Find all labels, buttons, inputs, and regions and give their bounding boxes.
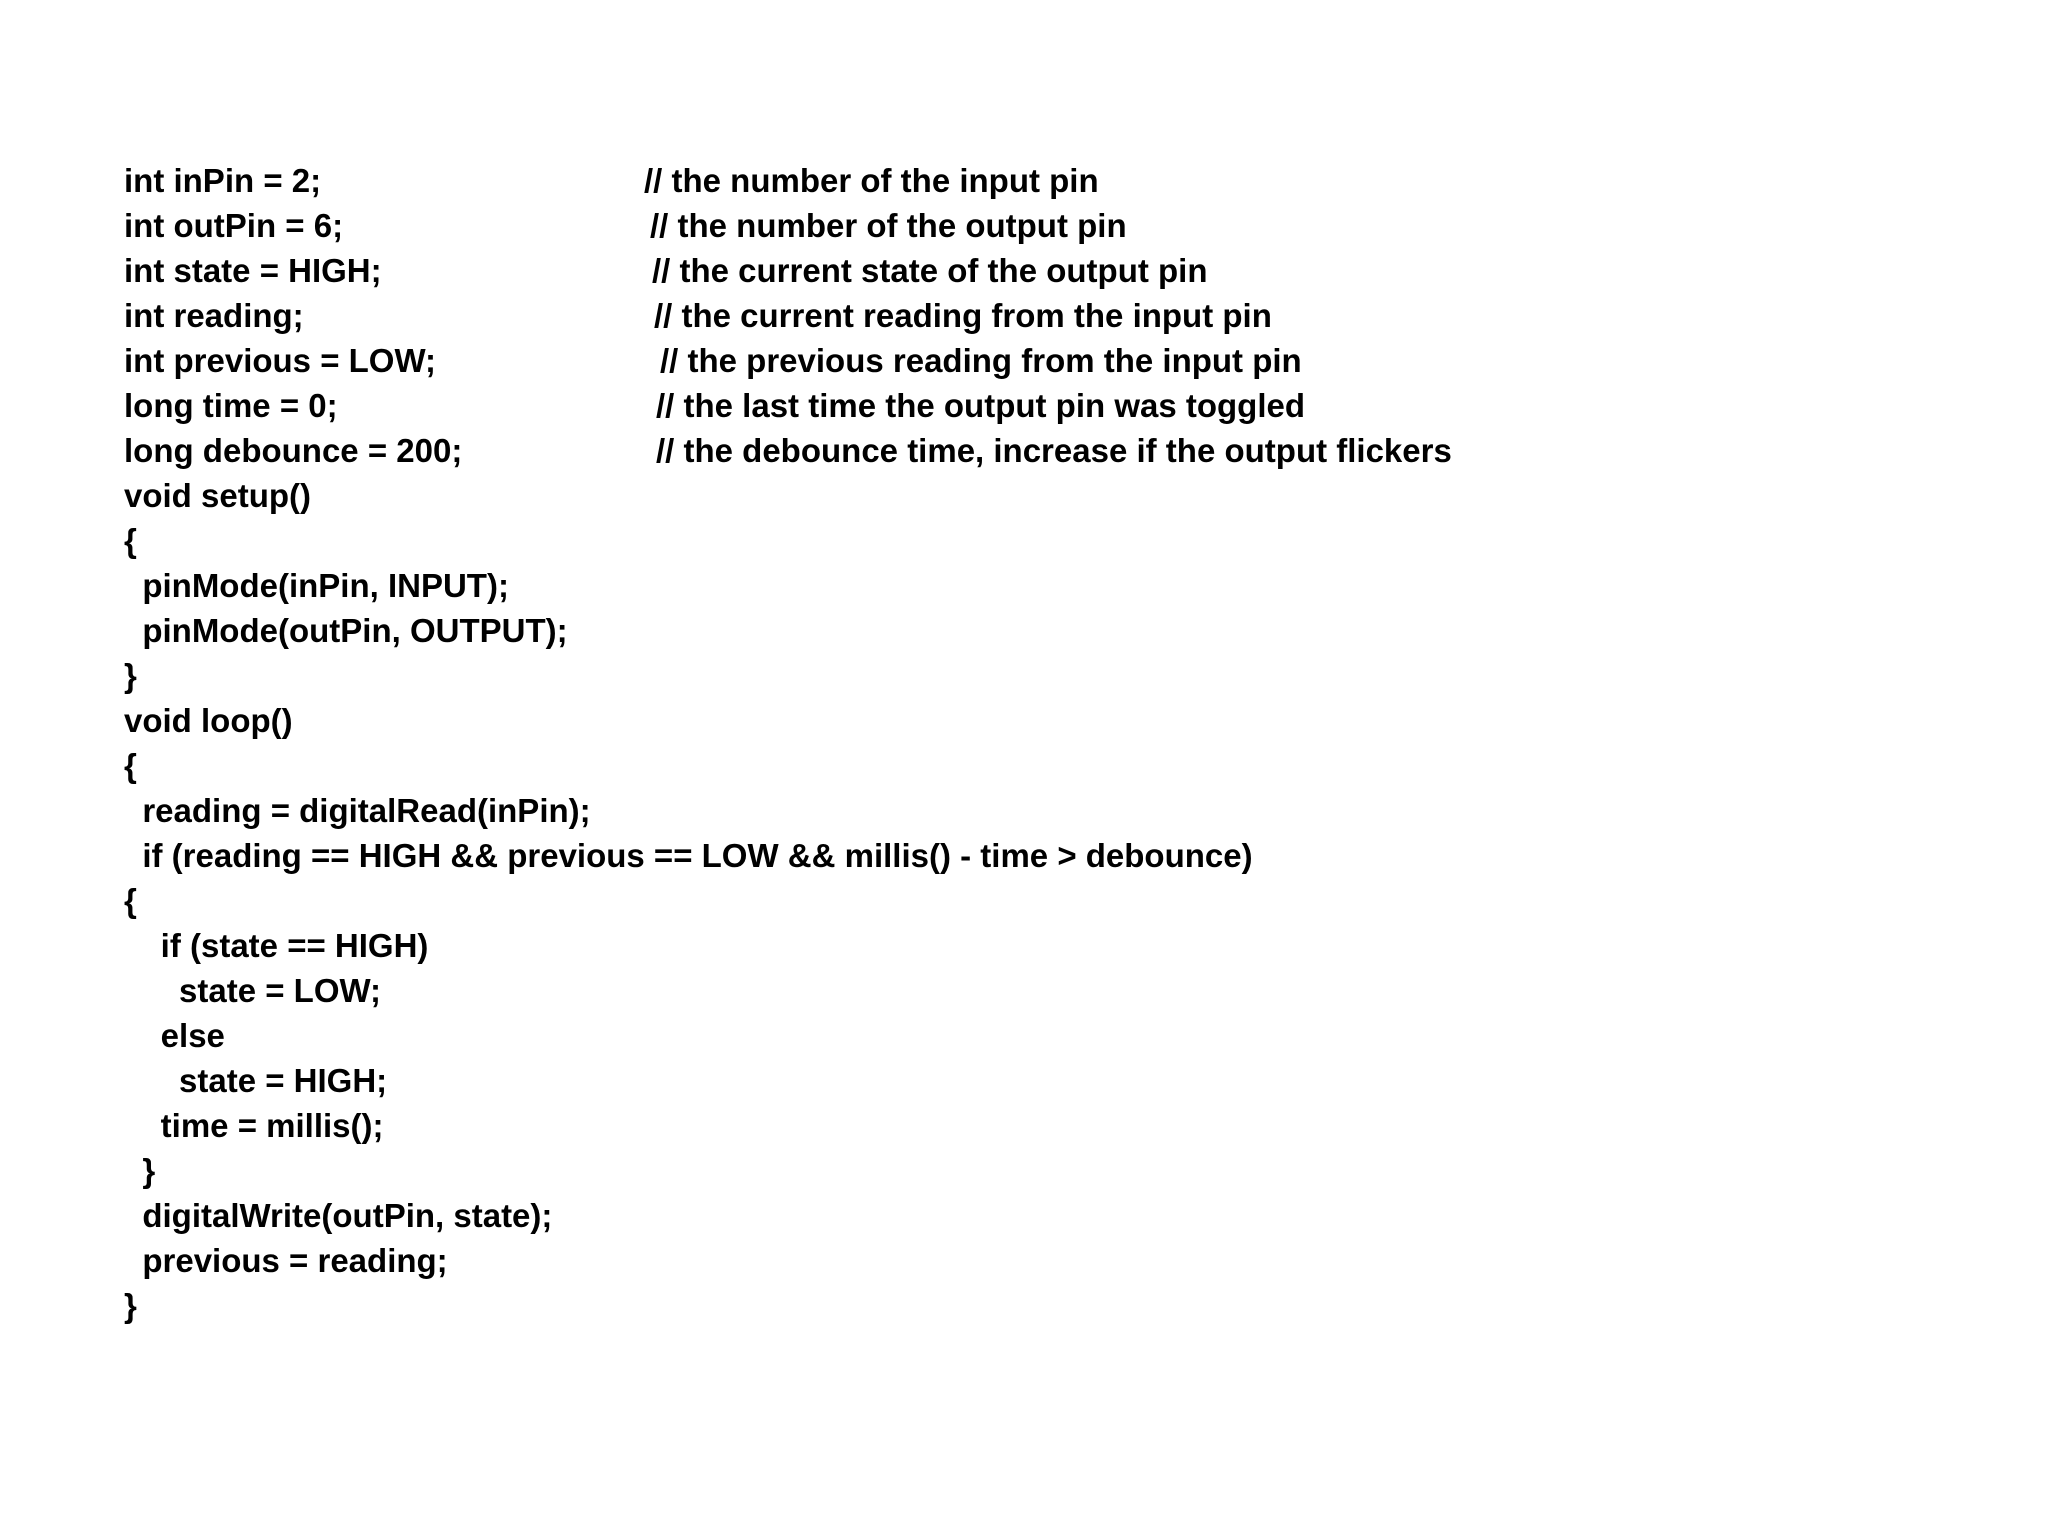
code-comment: // the number of the output pin: [650, 207, 1127, 244]
code-line: [124, 383, 1924, 428]
code-text: }: [124, 1287, 137, 1324]
code-text: state = HIGH;: [124, 1062, 388, 1099]
code-line: [124, 1058, 1924, 1103]
code-text: pinMode(inPin, INPUT);: [124, 567, 509, 604]
code-line: [124, 248, 1924, 293]
code-comment: // the last time the output pin was toggled: [656, 387, 1306, 424]
code-line: [124, 698, 1924, 743]
code-line: [124, 1013, 1924, 1058]
code-line: [124, 293, 1924, 338]
code-text: long debounce = 200;: [124, 432, 463, 469]
code-text: }: [124, 1152, 156, 1189]
code-text: previous = reading;: [124, 1242, 448, 1279]
code-text: int previous = LOW;: [124, 342, 437, 379]
code-text: int inPin = 2;: [124, 162, 322, 199]
code-line: [124, 1283, 1924, 1328]
code-text: {: [124, 522, 137, 559]
code-text: void setup(): [124, 477, 311, 514]
code-line: [124, 563, 1924, 608]
code-comment: // the current state of the output pin: [652, 252, 1208, 289]
code-comment: // the current reading from the input pin: [654, 297, 1272, 334]
code-text: digitalWrite(outPin, state);: [124, 1197, 553, 1234]
code-line: [124, 1193, 1924, 1238]
code-comment: // the previous reading from the input pin: [660, 342, 1302, 379]
code-text: if (reading == HIGH && previous == LOW && millis() - time > debounce): [124, 837, 1253, 874]
code-line: [124, 968, 1924, 1013]
code-line: [124, 743, 1924, 788]
code-text: pinMode(outPin, OUTPUT);: [124, 612, 568, 649]
code-line: [124, 1238, 1924, 1283]
code-line: [124, 833, 1924, 878]
code-line: [124, 518, 1924, 563]
code-line: [124, 653, 1924, 698]
code-text: reading = digitalRead(inPin);: [124, 792, 591, 829]
code-line: [124, 878, 1924, 923]
code-line: [124, 923, 1924, 968]
code-text: else: [124, 1017, 225, 1054]
code-text: time = millis();: [124, 1107, 384, 1144]
code-text: if (state == HIGH): [124, 927, 429, 964]
code-line: [124, 1103, 1924, 1148]
code-text: int reading;: [124, 297, 304, 334]
code-text: {: [124, 882, 137, 919]
code-text: }: [124, 657, 137, 694]
code-line: [124, 1148, 1924, 1193]
code-line: [124, 608, 1924, 653]
code-text: state = LOW;: [124, 972, 382, 1009]
code-line: [124, 338, 1924, 383]
code-text: long time = 0;: [124, 387, 338, 424]
code-text: int state = HIGH;: [124, 252, 382, 289]
code-line: [124, 473, 1924, 518]
code-text: {: [124, 747, 137, 784]
code-comment: // the debounce time, increase if the output flickers: [656, 432, 1452, 469]
code-text: int outPin = 6;: [124, 207, 344, 244]
code-line: [124, 788, 1924, 833]
code-line: [124, 203, 1924, 248]
code-block: [124, 158, 1924, 1328]
code-comment: // the number of the input pin: [644, 162, 1099, 199]
code-line: [124, 428, 1924, 473]
code-line: [124, 158, 1924, 203]
code-text: void loop(): [124, 702, 293, 739]
